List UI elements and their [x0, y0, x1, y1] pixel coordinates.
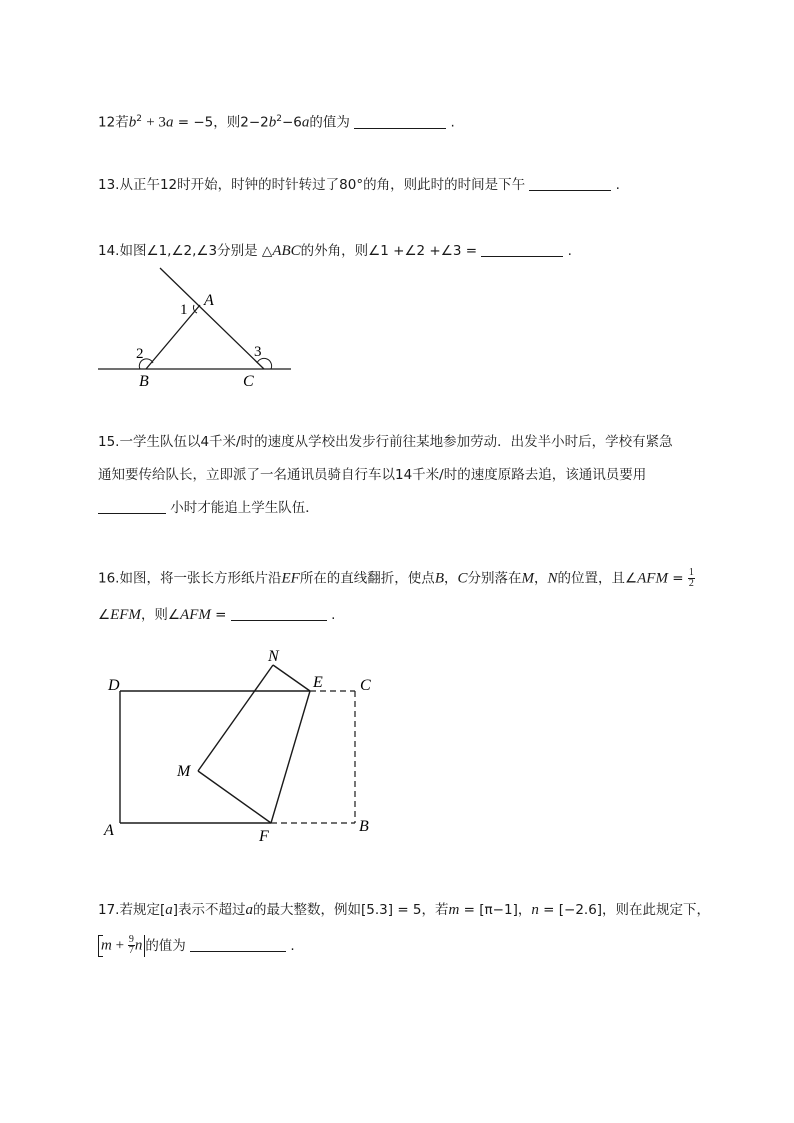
label-f: F — [259, 828, 269, 845]
label-a: A — [204, 292, 214, 309]
label-b: B — [139, 373, 149, 390]
label-1: 1 — [180, 302, 188, 318]
label-b2: B — [359, 818, 369, 835]
q13-text: 13.从正午12时开始，时钟的时针转过了80°的角，则此时的时间是下午 — [98, 177, 526, 193]
label-a2: A — [104, 822, 114, 839]
label-3: 3 — [254, 344, 262, 360]
question-17-line-1: 17.若规定[a]表示不超过a的最大整数，例如[5.3] = 5，若m = [π−1]，n = [−2.6]，则在此规定下， — [98, 902, 711, 918]
answer-blank-17[interactable] — [190, 937, 286, 952]
label-d: D — [108, 677, 120, 694]
question-15-line-2: 通知要传给队长，立即派了一名通讯员骑自行车以14千米/时的速度原路去追，该通讯员要用 — [98, 467, 647, 483]
label-c2: C — [360, 677, 371, 694]
edge-ne — [273, 665, 310, 691]
answer-blank-16[interactable] — [231, 606, 327, 621]
question-17-line-2: m + $\frac{9}{7}$ n 的值为 . — [98, 935, 295, 957]
answer-blank-15[interactable] — [98, 499, 166, 514]
question-15-line-1: 15.一学生队伍以4千米/时的速度从学校出发步行前往某地参加劳动．出发半小时后，学校有紧急 — [98, 434, 673, 450]
question-12: 12若$b^2 + 3a = -5$，则$2-2b^2-6a$的值为 . — [98, 114, 455, 131]
question-16-line-1: 16.如图，将一张长方形纸片沿EF所在的直线翻折，使点B，C分别落在M，N的位置，且∠AFM = $\frac{1}{2}$ — [98, 567, 694, 589]
label-m: M — [177, 763, 191, 780]
side-ab — [146, 305, 200, 369]
question-13: 13.从正午12时开始，时钟的时针转过了80°的角，则此时的时间是下午 . — [98, 177, 620, 193]
edge-mf — [198, 771, 271, 823]
fold-line-ef — [271, 691, 310, 823]
label-n: N — [268, 648, 279, 665]
line-through-ac — [160, 268, 264, 369]
question-14: 14.如图∠1,∠2,∠3分别是 △ABC的外角，则∠1 +∠2 +∠3 = . — [98, 243, 572, 259]
question-16-line-2: ∠EFM，则∠AFM = . — [98, 607, 336, 623]
label-2: 2 — [136, 346, 144, 362]
fraction-nine-sevenths: $\frac{9}{7}$ — [128, 934, 134, 956]
fraction-one-half: $\frac{1}{2}$ — [688, 567, 694, 589]
edge-nm — [198, 665, 273, 771]
label-c: C — [243, 373, 254, 390]
question-15-line-3: 小时才能追上学生队伍． — [98, 498, 319, 518]
q12-number: 12 — [98, 114, 116, 131]
floor-bracket: m + $\frac{9}{7}$ n — [98, 935, 145, 957]
label-e: E — [313, 674, 323, 691]
